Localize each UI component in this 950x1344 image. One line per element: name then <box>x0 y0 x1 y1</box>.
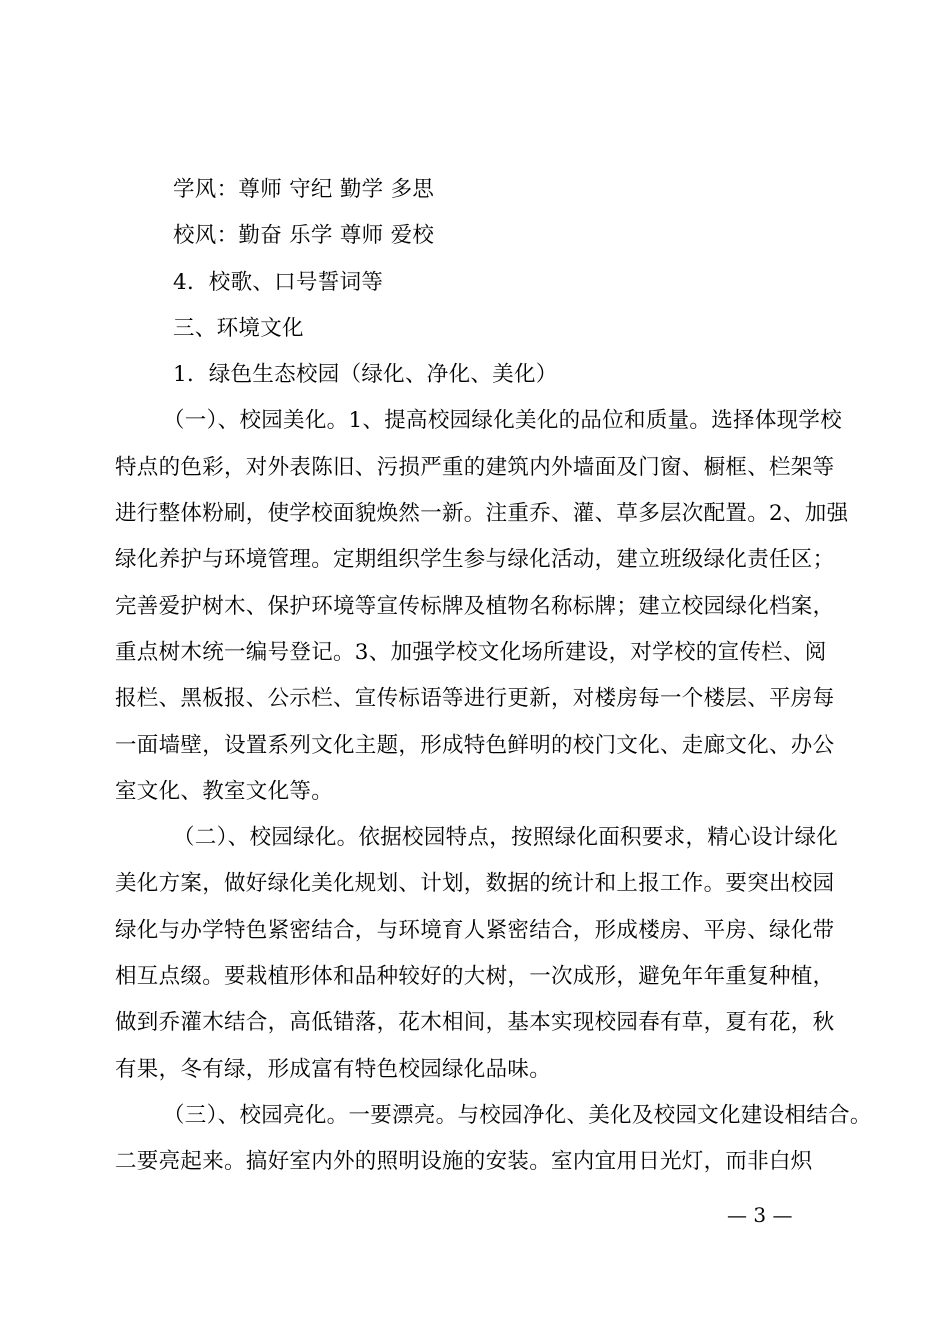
text-line: 进行整体粉刷，使学校面貌焕然一新。注重乔、灌、草多层次配置。2、加强 <box>115 501 849 527</box>
paragraph-p8 <box>115 1093 872 1186</box>
text-line: 室文化、教室文化等。 <box>115 778 334 804</box>
text-line: 报栏、黑板报、公示栏、宣传标语等进行更新，对楼房每一个楼层、平房每 <box>115 686 835 712</box>
text-line: 重点树木统一编号登记。3、加强学校文化场所建设，对学校的宣传栏、阅 <box>115 639 827 665</box>
text-line: 美化方案，做好绿化美化规划、计划，数据的统计和上报工作。要突出校园 <box>115 871 835 897</box>
text-line: 做到乔灌木结合，高低错落，花木相间，基本实现校园春有草，夏有花，秋 <box>115 1010 835 1036</box>
text-line: 特点的色彩，对外表陈旧、污损严重的建筑内外墙面及门窗、橱框、栏架等 <box>115 454 835 480</box>
text-line: （二）、校园绿化。依据校园特点，按照绿化面积要求，精心设计绿化 <box>173 825 839 851</box>
text-line: 学风：尊师 守纪 勤学 多思 <box>173 177 435 202</box>
text-line: 1．绿色生态校园（绿化、净化、美化） <box>173 362 558 388</box>
text-line: （三）、校园亮化。一要漂亮。与校园净化、美化及校园文化建设相结合。 <box>163 1102 872 1128</box>
text-line: 绿化与办学特色紧密结合，与环境育人紧密结合，形成楼房、平房、绿化带 <box>115 917 835 943</box>
paragraph-p4 <box>115 306 845 352</box>
text-line: 相互点缀。要栽植形体和品种较好的大树，一次成形，避免年年重复种植， <box>115 964 835 990</box>
text-line: （一）、校园美化。1、提高校园绿化美化的品位和质量。选择体现学校 <box>163 408 843 434</box>
document-body <box>115 167 872 1186</box>
text-line: 校风：勤奋 乐学 尊师 爱校 <box>173 223 435 249</box>
paragraph-p3 <box>115 260 845 306</box>
paragraph-p7 <box>115 815 845 1093</box>
text-line: 4．校歌、口号誓词等 <box>173 269 384 295</box>
text-line: 完善爱护树木、保护环境等宣传标牌及植物名称标牌；建立校园绿化档案， <box>115 593 835 619</box>
text-line: 有果，冬有绿，形成富有特色校园绿化品味。 <box>115 1056 552 1082</box>
paragraph-p5 <box>115 352 845 398</box>
text-line: 二要亮起来。搞好室内外的照明设施的安装。室内宜用日光灯，而非白炽 <box>115 1149 813 1175</box>
paragraph-p6 <box>115 398 849 815</box>
page-number: — 3 — <box>727 1203 793 1227</box>
text-line: 一面墙壁，设置系列文化主题，形成特色鲜明的校门文化、走廊文化、办公 <box>115 732 835 758</box>
paragraph-p1 <box>115 167 845 213</box>
text-line: 绿化养护与环境管理。定期组织学生参与绿化活动，建立班级绿化责任区； <box>115 547 835 573</box>
paragraph-p2 <box>115 213 845 259</box>
text-line: 三、环境文化 <box>173 315 304 341</box>
